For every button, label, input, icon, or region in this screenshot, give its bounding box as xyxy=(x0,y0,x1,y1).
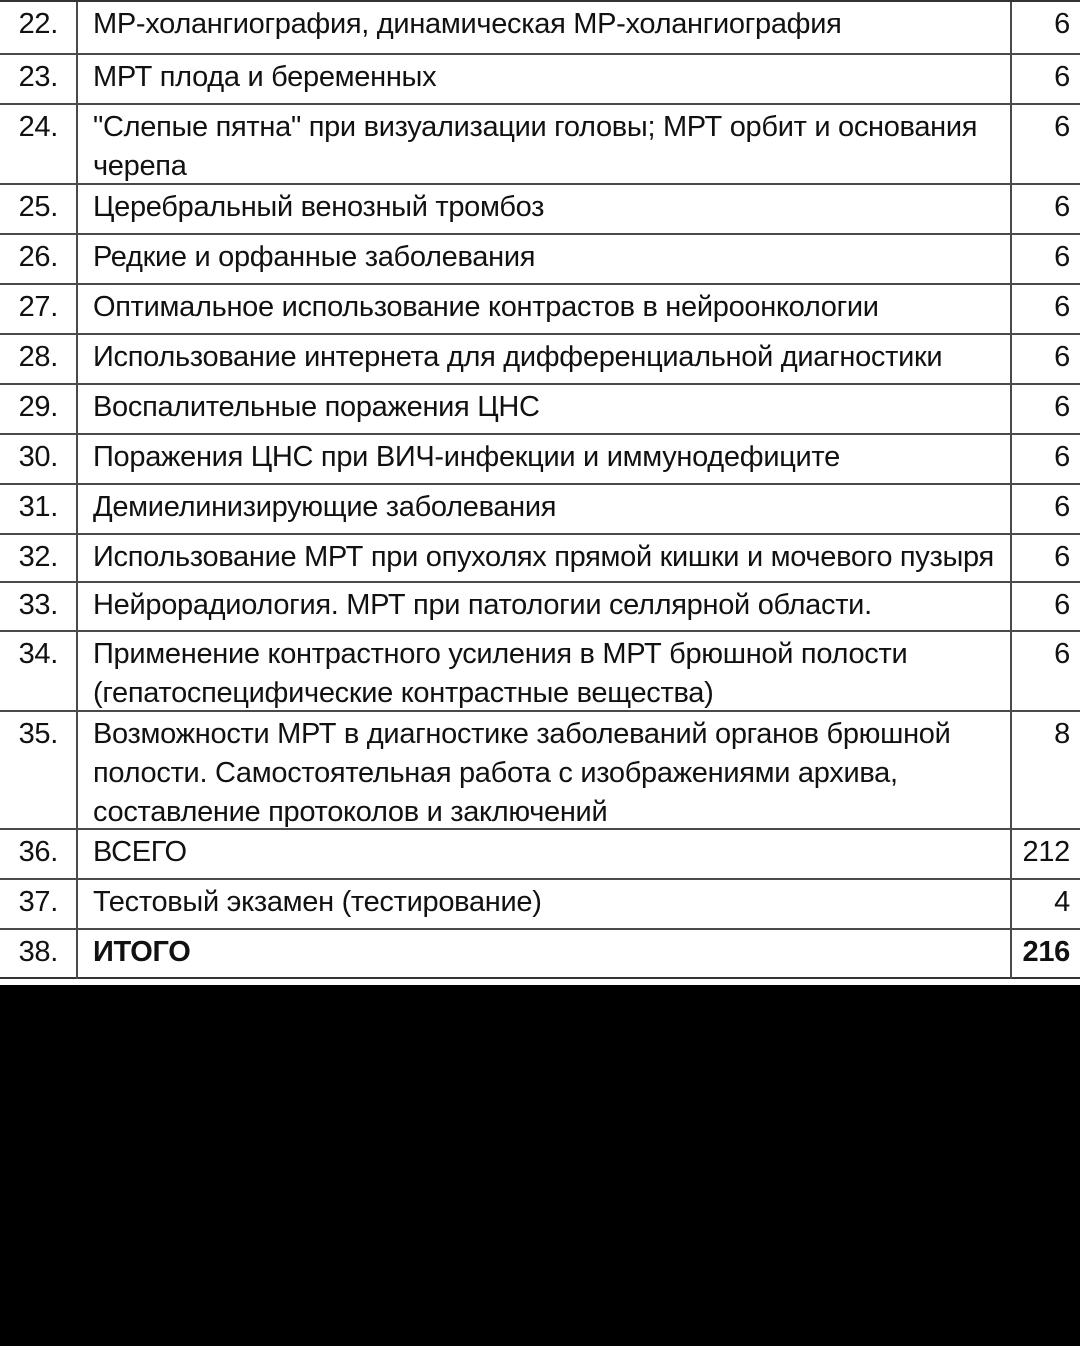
row-hours: 6 xyxy=(1054,191,1070,223)
row-hours: 212 xyxy=(1022,836,1070,868)
table-row xyxy=(0,283,1080,333)
table-row xyxy=(0,53,1080,103)
row-number: 25. xyxy=(18,191,58,223)
row-topic: Поражения ЦНС при ВИЧ-инфекции и иммунодефиците xyxy=(76,435,1012,483)
row-number: 24. xyxy=(18,111,58,143)
row-number: 27. xyxy=(18,291,58,323)
row-number: 30. xyxy=(18,441,58,473)
row-topic: Нейрорадиология. МРТ при патологии селлярной области. xyxy=(76,583,1012,630)
row-topic: Использование интернета для дифференциальной диагностики xyxy=(76,335,1012,383)
table-row xyxy=(0,581,1080,630)
row-topic: ВСЕГО xyxy=(76,830,1012,878)
table-row xyxy=(0,828,1080,878)
table-row xyxy=(0,710,1080,828)
row-topic: Демиелинизирующие заболевания xyxy=(76,485,1012,533)
row-topic: Оптимальное использование контрастов в нейроонкологии xyxy=(76,285,1012,333)
row-topic: Церебральный венозный тромбоз xyxy=(76,185,1012,233)
row-number: 33. xyxy=(18,589,58,621)
row-number: 28. xyxy=(18,341,58,373)
row-hours: 6 xyxy=(1054,541,1070,573)
table-row-total xyxy=(0,928,1080,979)
table-row xyxy=(0,333,1080,383)
row-hours: 6 xyxy=(1054,61,1070,93)
row-topic: Воспалительные поражения ЦНС xyxy=(76,385,1012,433)
table-row xyxy=(0,630,1080,710)
row-number: 31. xyxy=(18,491,58,523)
table-row xyxy=(0,233,1080,283)
row-topic: Редкие и орфанные заболевания xyxy=(76,235,1012,283)
row-number: 22. xyxy=(18,8,58,40)
row-topic: Применение контрастного усиления в МРТ брюшной полости (гепатоспецифические контрастные вещества) xyxy=(76,632,1012,710)
table-row xyxy=(0,383,1080,433)
row-hours: 6 xyxy=(1054,241,1070,273)
row-topic: Возможности МРТ в диагностике заболеваний органов брюшной полости. Самостоятельная работа с изображениями архива, составление протоколов и заключений xyxy=(76,712,1012,828)
table-row xyxy=(0,878,1080,928)
table-row xyxy=(0,483,1080,533)
row-hours: 216 xyxy=(1022,936,1070,968)
row-hours: 6 xyxy=(1054,491,1070,523)
row-number: 26. xyxy=(18,241,58,273)
row-hours: 6 xyxy=(1054,391,1070,423)
row-number: 36. xyxy=(18,836,58,868)
row-hours: 6 xyxy=(1054,589,1070,621)
row-hours: 6 xyxy=(1054,111,1070,143)
black-area xyxy=(0,985,1080,1346)
table-row xyxy=(0,103,1080,183)
row-number: 23. xyxy=(18,61,58,93)
row-hours: 6 xyxy=(1054,638,1070,670)
table-row xyxy=(0,2,1080,53)
row-topic: ИТОГО xyxy=(76,930,1012,979)
row-topic: МР-холангиография, динамическая МР-холангиография xyxy=(76,2,1012,53)
row-number: 29. xyxy=(18,391,58,423)
row-number: 34. xyxy=(18,638,58,670)
row-hours: 6 xyxy=(1054,291,1070,323)
row-number: 38. xyxy=(18,936,58,968)
row-topic: МРТ плода и беременных xyxy=(76,55,1012,103)
row-number: 37. xyxy=(18,886,58,918)
row-number: 35. xyxy=(18,718,58,750)
row-hours: 4 xyxy=(1054,886,1070,918)
row-topic: "Слепые пятна" при визуализации головы; МРТ орбит и основания черепа xyxy=(76,105,1012,183)
row-number: 32. xyxy=(18,541,58,573)
row-hours: 6 xyxy=(1054,8,1070,40)
table-row xyxy=(0,183,1080,233)
row-hours: 6 xyxy=(1054,341,1070,373)
table-row xyxy=(0,433,1080,483)
row-hours: 8 xyxy=(1054,718,1070,750)
table-row xyxy=(0,533,1080,581)
row-hours: 6 xyxy=(1054,441,1070,473)
row-topic: Тестовый экзамен (тестирование) xyxy=(76,880,1012,928)
row-topic: Использование МРТ при опухолях прямой кишки и мочевого пузыря xyxy=(76,535,1012,581)
